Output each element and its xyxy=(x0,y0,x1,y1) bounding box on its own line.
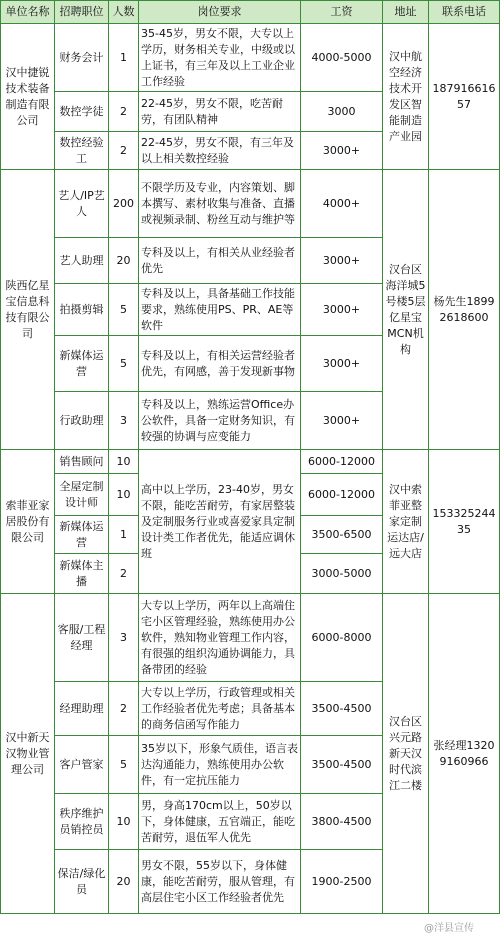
job-requirements: 大专以上学历，两年以上高端住宅小区管理经验，熟练使用办公软件，熟知物业管理工作内容，有很强的组织沟通协调能力，具备带团的经验 xyxy=(139,594,301,682)
header-position: 招聘职位 xyxy=(55,1,109,24)
job-count: 20 xyxy=(109,238,139,284)
job-count: 200 xyxy=(109,170,139,238)
job-salary: 3000+ xyxy=(301,336,383,392)
job-salary: 1900-2500 xyxy=(301,850,383,914)
job-count: 2 xyxy=(109,682,139,736)
company-name: 汉中捷锐技术装备制造有限公司 xyxy=(1,24,55,170)
job-title: 新媒体主播 xyxy=(55,554,109,594)
job-title: 财务会计 xyxy=(55,24,109,92)
job-count: 5 xyxy=(109,736,139,794)
job-salary: 3500-4500 xyxy=(301,682,383,736)
company-name: 索菲亚家居股份有限公司 xyxy=(1,450,55,594)
job-salary: 3000+ xyxy=(301,238,383,284)
job-salary: 4000-5000 xyxy=(301,24,383,92)
header-address: 地址 xyxy=(383,1,429,24)
job-title: 拍摄剪辑 xyxy=(55,284,109,336)
company-phone: 15332524435 xyxy=(429,450,500,594)
job-requirements: 专科及以上，有相关从业经验者优先 xyxy=(139,238,301,284)
table-row xyxy=(1,594,500,682)
job-count: 2 xyxy=(109,132,139,170)
job-salary: 6000-8000 xyxy=(301,594,383,682)
job-count: 5 xyxy=(109,336,139,392)
job-title: 艺人/IP艺人 xyxy=(55,170,109,238)
job-count: 10 xyxy=(109,794,139,850)
header-requirements: 岗位要求 xyxy=(139,1,301,24)
company-address: 汉中航空经济技术开发区智能制造产业园 xyxy=(383,24,429,170)
job-count: 1 xyxy=(109,24,139,92)
job-title: 经理助理 xyxy=(55,682,109,736)
company-address: 汉台区兴元路新天汉时代滨江二楼 xyxy=(383,594,429,914)
job-requirements: 专科及以上，具备基础工作技能要求，熟练使用PS、PR、AE等软件 xyxy=(139,284,301,336)
header-count: 人数 xyxy=(109,1,139,24)
company-phone: 18791661657 xyxy=(429,24,500,170)
table-row xyxy=(1,170,500,238)
table-row xyxy=(1,24,500,92)
job-salary: 6000-12000 xyxy=(301,474,383,516)
job-title: 数控经验工 xyxy=(55,132,109,170)
job-count: 3 xyxy=(109,594,139,682)
job-requirements: 35岁以下，形象气质佳，语言表达沟通能力，熟练使用办公软件，有一定抗压能力 xyxy=(139,736,301,794)
job-requirements: 大专以上学历，行政管理或相关工作经验者优先考虑；具备基本的商务信函写作能力 xyxy=(139,682,301,736)
header-salary: 工资 xyxy=(301,1,383,24)
job-title: 客服/工程经理 xyxy=(55,594,109,682)
job-requirements: 35-45岁，男女不限，大专以上学历，财务相关专业，中级或以上证书，有三年及以上工业企业工作经验 xyxy=(139,24,301,92)
job-salary: 3800-4500 xyxy=(301,794,383,850)
company-phone: 杨先生18992618600 xyxy=(429,170,500,450)
job-requirements: 专科及以上，熟练运营Office办公软件，具备一定财务知识，有较强的协调与应变能力 xyxy=(139,392,301,450)
job-requirements-shared: 高中以上学历，23-40岁，男女不限，能吃苦耐劳，有家居整装及定制服务行业或喜爱家具定制设计类工作者优先，能适应调休班 xyxy=(139,450,301,594)
job-count: 2 xyxy=(109,554,139,594)
job-count: 10 xyxy=(109,474,139,516)
job-title: 保洁/绿化员 xyxy=(55,850,109,914)
job-requirements: 不限学历及专业，内容策划、脚本撰写、素材收集与准备、直播或视频录制、粉丝互动与维护等 xyxy=(139,170,301,238)
job-requirements: 男女不限，55岁以下，身体健康，能吃苦耐劳，服从管理，有高层住宅小区工作经验者优先 xyxy=(139,850,301,914)
job-salary: 3000-5000 xyxy=(301,554,383,594)
job-title: 数控学徒 xyxy=(55,92,109,132)
job-salary: 4000+ xyxy=(301,170,383,238)
job-count: 20 xyxy=(109,850,139,914)
header-phone: 联系电话 xyxy=(429,1,500,24)
company-name: 陕西亿星宝信息科技有限公司 xyxy=(1,170,55,450)
company-address: 汉中索菲亚整家定制运达店/远大店 xyxy=(383,450,429,594)
job-title: 秩序维护员销控员 xyxy=(55,794,109,850)
job-requirements: 22-45岁，男女不限，有三年及以上相关数控经验 xyxy=(139,132,301,170)
job-salary: 3500-4500 xyxy=(301,736,383,794)
job-count: 5 xyxy=(109,284,139,336)
company-address: 汉台区海洋城5号楼5层亿星宝MCN机构 xyxy=(383,170,429,450)
job-salary: 3000+ xyxy=(301,132,383,170)
job-salary: 6000-12000 xyxy=(301,450,383,474)
job-title: 艺人助理 xyxy=(55,238,109,284)
job-title: 客户管家 xyxy=(55,736,109,794)
job-count: 1 xyxy=(109,516,139,554)
job-salary: 3000+ xyxy=(301,392,383,450)
header-row xyxy=(1,1,500,24)
job-salary: 3000 xyxy=(301,92,383,132)
job-requirements: 22-45岁，男女不限，吃苦耐劳，有团队精神 xyxy=(139,92,301,132)
job-requirements: 专科及以上，有相关运营经验者优先，有网感，善于发现新事物 xyxy=(139,336,301,392)
job-count: 2 xyxy=(109,92,139,132)
job-title: 行政助理 xyxy=(55,392,109,450)
job-title: 新媒体运营 xyxy=(55,516,109,554)
job-salary: 3500-6500 xyxy=(301,516,383,554)
company-name: 汉中新天汉物业管理公司 xyxy=(1,594,55,914)
header-company: 单位名称 xyxy=(1,1,55,24)
job-salary: 3000+ xyxy=(301,284,383,336)
job-title: 新媒体运营 xyxy=(55,336,109,392)
job-count: 10 xyxy=(109,450,139,474)
job-title: 全屋定制设计师 xyxy=(55,474,109,516)
job-requirements: 男，身高170cm以上，50岁以下，身体健康，五官端正，能吃苦耐劳，退伍军人优先 xyxy=(139,794,301,850)
job-count: 3 xyxy=(109,392,139,450)
watermark: @洋县宣传 xyxy=(424,923,474,934)
table-row xyxy=(1,450,500,474)
company-phone: 张经理13209160966 xyxy=(429,594,500,914)
job-title: 销售顾问 xyxy=(55,450,109,474)
